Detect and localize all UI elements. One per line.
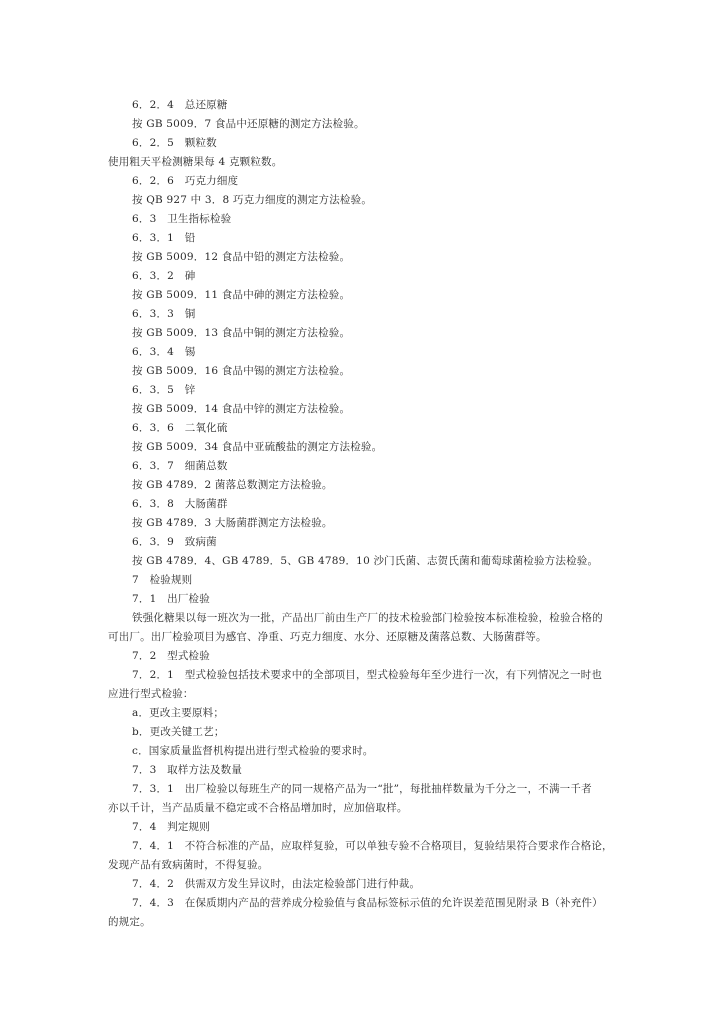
text-line: 亦以千计，当产品质量不稳定或不合格品增加时，应加倍取样。 (108, 802, 408, 814)
heading-7-1: 7．1 出厂检验 (132, 593, 210, 605)
heading-6-2-4: 6．2．4 总还原糖 (132, 99, 228, 111)
heading-6-3-7: 6．3．7 细菌总数 (132, 460, 228, 472)
text-line: 按 GB 5009．12 食品中铅的测定方法检验。 (132, 251, 351, 263)
heading-7-4-3: 7．4．3 在保质期内产品的营养成分检验值与食品标签标示值的允许误差范围见附录 B（补充件） (132, 897, 603, 909)
text-line: 应进行型式检验： (108, 688, 194, 700)
heading-6-3-5: 6．3．5 锌 (132, 384, 196, 396)
heading-6-3-4: 6．3．4 锡 (132, 346, 196, 358)
text-line: 铁强化糖果以每一班次为一批，产品出厂前由生产厂的技术检验部门检验按本标准检验，检验合格的 (132, 612, 603, 624)
text-line: 可出厂。出厂检验项目为感官、净重、巧克力细度、水分、还原糖及菌落总数、大肠菌群等。 (108, 631, 547, 643)
text-line: 按 GB 5009．11 食品中砷的测定方法检验。 (132, 289, 351, 301)
heading-7-2: 7．2 型式检验 (132, 650, 210, 662)
text-line: 发现产品有致病菌时，不得复验。 (108, 859, 269, 871)
text-line: 的规定。 (108, 916, 151, 928)
heading-7-3-1: 7．3．1 出厂检验以每班生产的同一规格产品为一“批”，每批抽样数量为千分之一，不满一千者 (132, 783, 592, 795)
heading-6-3-1: 6．3．1 铅 (132, 232, 196, 244)
heading-6-3-9: 6．3．9 致病菌 (132, 536, 217, 548)
heading-6-3-2: 6．3．2 砷 (132, 270, 196, 282)
heading-7-4-1: 7．4．1 不符合标准的产品，应取样复验，可以单独专验不合格项目，复验结果符合要求作合格论， (132, 840, 613, 852)
heading-7-2-1: 7．2．1 型式检验包括技术要求中的全部项目，型式检验每年至少进行一次，有下列情况之一时也 (132, 669, 603, 681)
heading-6-3-6: 6．3．6 二氧化硫 (132, 422, 228, 434)
list-item-c: c．国家质量监督机构提出进行型式检验的要求时。 (132, 745, 374, 757)
heading-7-4: 7．4 判定规则 (132, 821, 210, 833)
text-line: 按 GB 4789．2 菌落总数测定方法检验。 (132, 479, 333, 491)
heading-6-2-6: 6．2．6 巧克力细度 (132, 175, 239, 187)
text-line: 按 GB 5009．13 食品中铜的测定方法检验。 (132, 327, 351, 339)
list-item-a: a．更改主要原料； (132, 707, 225, 719)
heading-7-3: 7．3 取样方法及数量 (132, 764, 243, 776)
text-line: 按 GB 5009．16 食品中锡的测定方法检验。 (132, 365, 351, 377)
heading-6-3-8: 6．3．8 大肠菌群 (132, 498, 228, 510)
heading-6-2-5: 6．2．5 颗粒数 (132, 137, 217, 149)
text-line: 按 GB 4789．3 大肠菌群测定方法检验。 (132, 517, 333, 529)
heading-6-3-3: 6．3．3 铜 (132, 308, 196, 320)
text-line: 使用粗天平检测糖果每 4 克颗粒数。 (108, 156, 283, 168)
text-line: 按 GB 5009．14 食品中锌的测定方法检验。 (132, 403, 351, 415)
heading-7-4-2: 7．4．2 供需双方发生异议时，由法定检验部门进行仲裁。 (132, 878, 421, 890)
text-line: 按 GB 5009．34 食品中亚硫酸盐的测定方法检验。 (132, 441, 383, 453)
text-line: 按 GB 4789．4、GB 4789．5、GB 4789．10 沙门氏菌、志贺氏菌和葡萄球菌检验方法检验。 (132, 555, 599, 567)
list-item-b: b．更改关键工艺； (132, 726, 225, 738)
heading-6-3: 6．3 卫生指标检验 (132, 213, 232, 225)
text-line: 按 QB 927 中 3．8 巧克力细度的测定方法检验。 (132, 194, 373, 206)
heading-7: 7 检验规则 (132, 574, 193, 586)
text-line: 按 GB 5009．7 食品中还原糖的测定方法检验。 (132, 118, 365, 130)
